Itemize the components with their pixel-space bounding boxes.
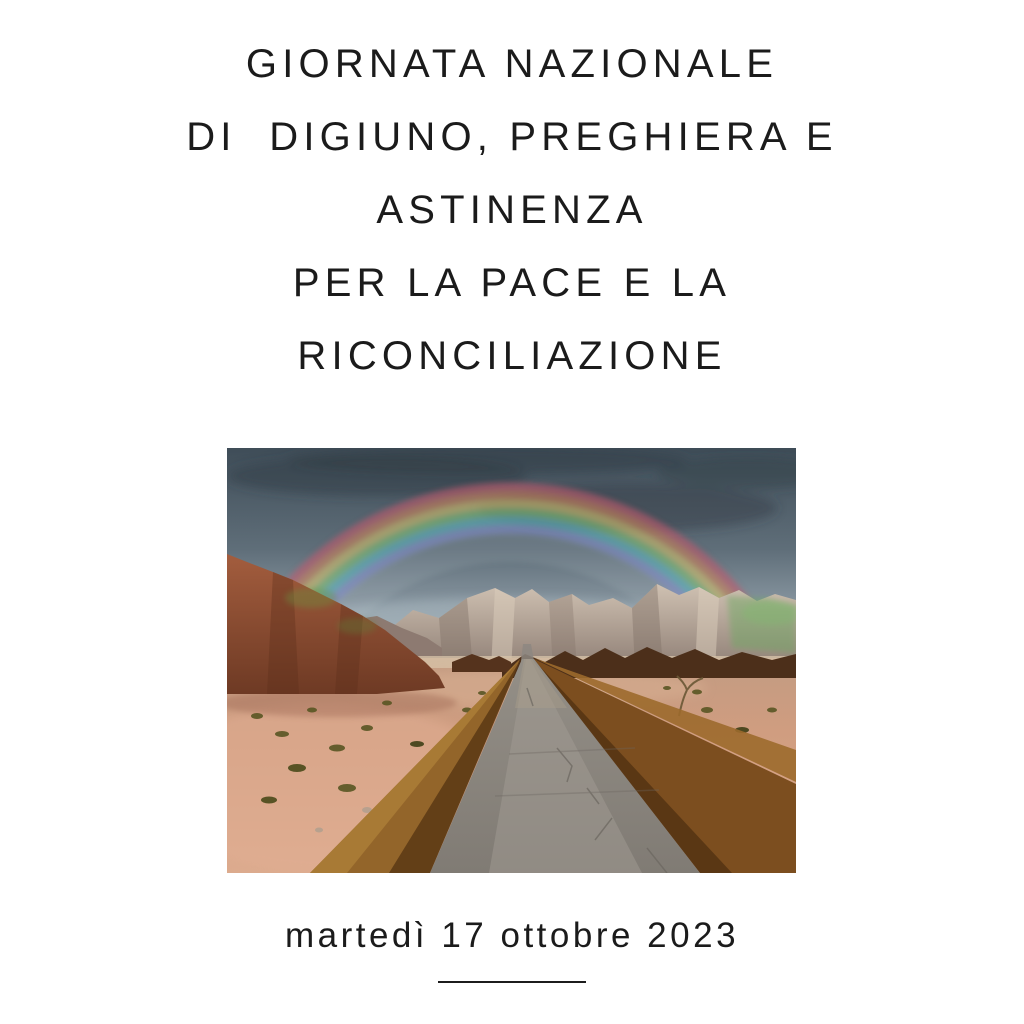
event-date: martedì 17 ottobre 2023 <box>284 916 740 955</box>
event-photo <box>227 448 796 873</box>
poster-title <box>40 28 984 393</box>
title-line-3: ASTINENZA <box>376 188 648 232</box>
title-line-2: DI DIGIUNO, PREGHIERA E <box>186 115 838 159</box>
title-line-5: RICONCILIAZIONE <box>297 334 727 378</box>
title-line-4: PER LA PACE E LA <box>292 261 732 305</box>
divider-line <box>438 981 586 983</box>
title-line-1: GIORNATA NAZIONALE <box>245 42 779 86</box>
